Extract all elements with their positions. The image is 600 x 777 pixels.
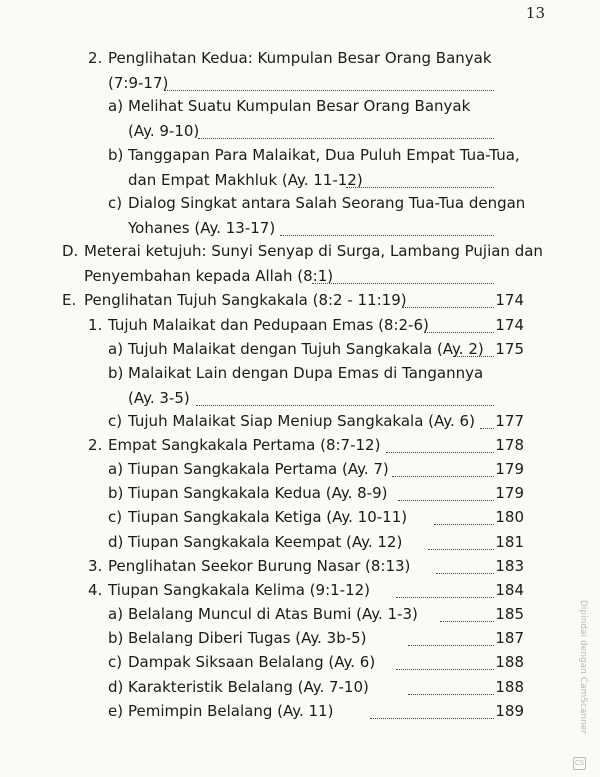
entry-number: d) bbox=[108, 678, 124, 696]
entry-number: 2. bbox=[88, 436, 103, 454]
dot-leader bbox=[164, 90, 494, 91]
dot-leader bbox=[434, 524, 494, 525]
dot-leader bbox=[440, 621, 494, 622]
entry-title: Tiupan Sangkakala Pertama (Ay. 7) bbox=[128, 460, 389, 478]
dot-leader bbox=[455, 356, 494, 357]
entry-number: D. bbox=[62, 242, 79, 260]
entry-title: Tujuh Malaikat dan Pedupaan Emas (8:2-6) bbox=[108, 316, 429, 334]
dot-leader bbox=[196, 405, 494, 406]
entry-page: 188 bbox=[495, 678, 524, 696]
entry-number: d) bbox=[108, 533, 124, 551]
entry-title: Tiupan Sangkakala Ketiga (Ay. 10-11) bbox=[128, 508, 408, 526]
dot-leader bbox=[346, 187, 494, 188]
dot-leader bbox=[280, 235, 494, 236]
entry-title: Tiupan Sangkakala Keempat (Ay. 12) bbox=[128, 533, 403, 551]
entry-page: 177 bbox=[495, 412, 524, 430]
entry-title-continued: Penyembahan kepada Allah (8:1) bbox=[84, 267, 334, 285]
dot-leader bbox=[436, 573, 494, 574]
entry-page: 174 bbox=[495, 291, 524, 309]
entry-title: Penglihatan Tujuh Sangkakala (8:2 - 11:19) bbox=[84, 291, 407, 309]
entry-number: b) bbox=[108, 146, 124, 164]
dot-leader bbox=[408, 645, 494, 646]
dot-leader bbox=[392, 476, 494, 477]
entry-title-continued: Yohanes (Ay. 13-17) bbox=[128, 219, 276, 237]
entry-title-continued: (Ay. 9-10) bbox=[128, 122, 200, 140]
entry-number: a) bbox=[108, 605, 124, 623]
entry-page: 189 bbox=[495, 702, 524, 720]
entry-number: c) bbox=[108, 194, 123, 212]
entry-number: c) bbox=[108, 508, 123, 526]
entry-title: Pemimpin Belalang (Ay. 11) bbox=[128, 702, 334, 720]
dot-leader bbox=[312, 283, 494, 284]
entry-page: 178 bbox=[495, 436, 524, 454]
camscanner-watermark: Dipindai dengan CamScanner bbox=[578, 600, 588, 735]
entry-page: 179 bbox=[495, 484, 524, 502]
entry-page: 188 bbox=[495, 653, 524, 671]
dot-leader bbox=[402, 307, 494, 308]
camscanner-icon: CS bbox=[573, 757, 586, 770]
entry-page: 174 bbox=[495, 316, 524, 334]
entry-page: 184 bbox=[495, 581, 524, 599]
entry-title: Meterai ketujuh: Sunyi Senyap di Surga, Lambang Pujian dan bbox=[84, 242, 543, 260]
page-number: 13 bbox=[525, 4, 545, 22]
entry-title: Penglihatan Seekor Burung Nasar (8:13) bbox=[108, 557, 411, 575]
dot-leader bbox=[408, 694, 494, 695]
entry-number: c) bbox=[108, 412, 123, 430]
entry-page: 179 bbox=[495, 460, 524, 478]
entry-number: b) bbox=[108, 484, 124, 502]
entry-title: Tanggapan Para Malaikat, Dua Puluh Empat Tua-Tua, bbox=[128, 146, 520, 164]
entry-number: b) bbox=[108, 364, 124, 382]
entry-title: Tujuh Malaikat Siap Meniup Sangkakala (Ay. 6) bbox=[128, 412, 475, 430]
entry-title: Belalang Muncul di Atas Bumi (Ay. 1-3) bbox=[128, 605, 418, 623]
entry-title: Tiupan Sangkakala Kelima (9:1-12) bbox=[108, 581, 371, 599]
dot-leader bbox=[428, 549, 494, 550]
entry-number: e) bbox=[108, 702, 124, 720]
entry-title: Empat Sangkakala Pertama (8:7-12) bbox=[108, 436, 381, 454]
entry-title-continued: (7:9-17) bbox=[108, 74, 169, 92]
dot-leader bbox=[398, 500, 494, 501]
entry-page: 175 bbox=[495, 340, 524, 358]
dot-leader bbox=[396, 669, 494, 670]
entry-number: 2. bbox=[88, 49, 103, 67]
dot-leader bbox=[386, 452, 494, 453]
entry-number: c) bbox=[108, 653, 123, 671]
entry-page: 180 bbox=[495, 508, 524, 526]
dot-leader bbox=[198, 138, 494, 139]
entry-title: Melihat Suatu Kumpulan Besar Orang Banyak bbox=[128, 97, 471, 115]
entry-title: Karakteristik Belalang (Ay. 7-10) bbox=[128, 678, 369, 696]
dot-leader bbox=[396, 597, 494, 598]
entry-number: a) bbox=[108, 460, 124, 478]
entry-title: Belalang Diberi Tugas (Ay. 3b-5) bbox=[128, 629, 367, 647]
dot-leader bbox=[424, 332, 494, 333]
entry-title: Malaikat Lain dengan Dupa Emas di Tangannya bbox=[128, 364, 484, 382]
entry-page: 183 bbox=[495, 557, 524, 575]
entry-page: 187 bbox=[495, 629, 524, 647]
entry-title: Tujuh Malaikat dengan Tujuh Sangkakala (Ay. 2) bbox=[128, 340, 484, 358]
dot-leader bbox=[370, 718, 494, 719]
entry-title-continued: (Ay. 3-5) bbox=[128, 389, 190, 407]
entry-title: Dampak Siksaan Belalang (Ay. 6) bbox=[128, 653, 376, 671]
entry-number: 3. bbox=[88, 557, 103, 575]
entry-page: 185 bbox=[495, 605, 524, 623]
dot-leader bbox=[480, 428, 494, 429]
entry-title-continued: dan Empat Makhluk (Ay. 11-12) bbox=[128, 171, 363, 189]
entry-title: Tiupan Sangkakala Kedua (Ay. 8-9) bbox=[128, 484, 388, 502]
entry-title: Dialog Singkat antara Salah Seorang Tua-Tua dengan bbox=[128, 194, 526, 212]
entry-title: Penglihatan Kedua: Kumpulan Besar Orang Banyak bbox=[108, 49, 492, 67]
entry-page: 181 bbox=[495, 533, 524, 551]
entry-number: 4. bbox=[88, 581, 103, 599]
entry-number: a) bbox=[108, 340, 124, 358]
entry-number: 1. bbox=[88, 316, 103, 334]
entry-number: a) bbox=[108, 97, 124, 115]
entry-number: b) bbox=[108, 629, 124, 647]
entry-number: E. bbox=[62, 291, 77, 309]
